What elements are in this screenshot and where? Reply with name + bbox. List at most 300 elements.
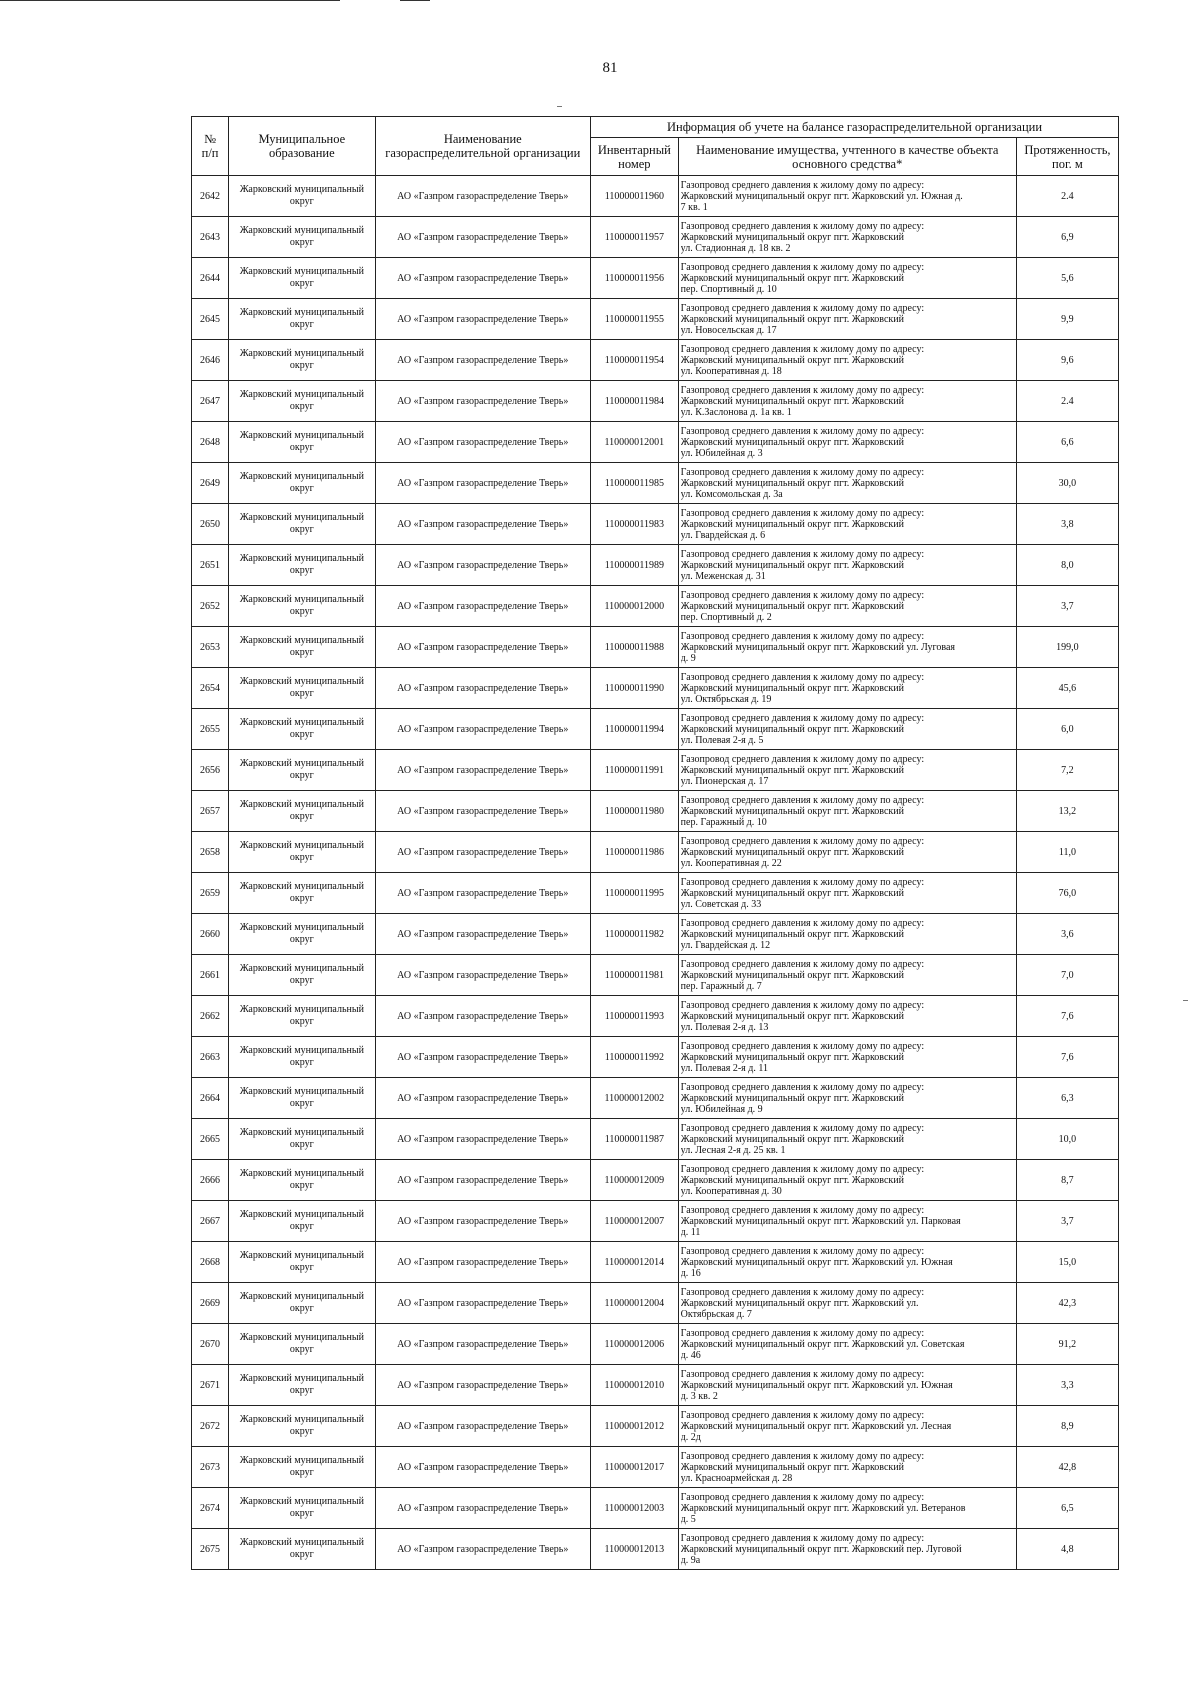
- asset-name-line: Газопровод среднего давления к жилому дому по адресу:: [680, 343, 925, 355]
- length-cell: 7,2: [1016, 750, 1118, 791]
- asset-name-line: ул. Октябрьская д. 19: [680, 693, 772, 705]
- organization-cell: АО «Газпром газораспределение Тверь»: [375, 832, 591, 873]
- asset-name-cell: [678, 709, 1016, 750]
- organization-cell: АО «Газпром газораспределение Тверь»: [375, 1406, 591, 1447]
- length-cell: 76,0: [1016, 873, 1118, 914]
- inventory-number-cell: 110000011994: [591, 709, 679, 750]
- inventory-number-cell: 110000011991: [591, 750, 679, 791]
- length-cell: 45,6: [1016, 668, 1118, 709]
- asset-name-line: д. 9а: [680, 1554, 701, 1566]
- organization-cell: АО «Газпром газораспределение Тверь»: [375, 873, 591, 914]
- row-number-cell: 2651: [192, 545, 229, 586]
- asset-name-line: Газопровод среднего давления к жилому дому по адресу:: [680, 1327, 925, 1339]
- inventory-number-cell: 110000011982: [591, 914, 679, 955]
- table-row: [192, 955, 1119, 996]
- inventory-number-cell: 110000012004: [591, 1283, 679, 1324]
- length-cell: 30,0: [1016, 463, 1118, 504]
- inventory-number-cell: 110000011980: [591, 791, 679, 832]
- row-number-cell: 2674: [192, 1488, 229, 1529]
- asset-name-line: Жарковский муниципальный округ пгт. Жарковский: [680, 518, 904, 530]
- asset-name-line: д. 2д: [680, 1431, 701, 1443]
- asset-name-line: пер. Спортивный д. 2: [680, 611, 772, 623]
- municipality-cell: Жарковский муниципальный округ: [229, 750, 375, 791]
- length-cell: 3,8: [1016, 504, 1118, 545]
- municipality-cell: Жарковский муниципальный округ: [229, 1406, 375, 1447]
- asset-name-line: Жарковский муниципальный округ пгт. Жарковский: [680, 395, 904, 407]
- length-cell: 6,3: [1016, 1078, 1118, 1119]
- asset-name-line: д. 3 кв. 2: [680, 1390, 718, 1402]
- municipality-cell: Жарковский муниципальный округ: [229, 832, 375, 873]
- row-number-cell: 2673: [192, 1447, 229, 1488]
- asset-name-line: 7 кв. 1: [680, 201, 708, 213]
- length-cell: 6,6: [1016, 422, 1118, 463]
- organization-cell: АО «Газпром газораспределение Тверь»: [375, 791, 591, 832]
- asset-name-line: ул. Кооперативная д. 22: [680, 857, 782, 869]
- organization-cell: АО «Газпром газораспределение Тверь»: [375, 463, 591, 504]
- asset-name-cell: [678, 873, 1016, 914]
- asset-name-line: Газопровод среднего давления к жилому дому по адресу:: [680, 261, 925, 273]
- inventory-number-cell: 110000012007: [591, 1201, 679, 1242]
- inventory-number-cell: 110000011984: [591, 381, 679, 422]
- asset-name-line: Газопровод среднего давления к жилому дому по адресу:: [680, 1163, 925, 1175]
- inventory-number-cell: 110000011983: [591, 504, 679, 545]
- municipality-cell: Жарковский муниципальный округ: [229, 668, 375, 709]
- asset-name-cell: [678, 1037, 1016, 1078]
- length-cell: 11,0: [1016, 832, 1118, 873]
- asset-name-cell: [678, 668, 1016, 709]
- table-row: [192, 1078, 1119, 1119]
- header-inventory: Инвентарный номер: [591, 138, 679, 176]
- table-row: [192, 668, 1119, 709]
- inventory-number-cell: 110000012012: [591, 1406, 679, 1447]
- row-number-cell: 2642: [192, 176, 229, 217]
- asset-name-line: Газопровод среднего давления к жилому дому по адресу:: [680, 1122, 925, 1134]
- length-cell: 6,0: [1016, 709, 1118, 750]
- asset-name-line: Жарковский муниципальный округ пгт. Жарковский ул. Луговая: [680, 641, 956, 653]
- table-row: [192, 709, 1119, 750]
- table-row: [192, 381, 1119, 422]
- asset-name-line: Газопровод среднего давления к жилому дому по адресу:: [680, 589, 925, 601]
- asset-name-cell: [678, 1283, 1016, 1324]
- asset-name-cell: [678, 791, 1016, 832]
- organization-cell: АО «Газпром газораспределение Тверь»: [375, 217, 591, 258]
- municipality-cell: Жарковский муниципальный округ: [229, 422, 375, 463]
- asset-name-line: Газопровод среднего давления к жилому дому по адресу:: [680, 958, 925, 970]
- municipality-cell: Жарковский муниципальный округ: [229, 873, 375, 914]
- municipality-cell: Жарковский муниципальный округ: [229, 1365, 375, 1406]
- municipality-cell: Жарковский муниципальный округ: [229, 996, 375, 1037]
- asset-name-line: ул. Юбилейная д. 3: [680, 447, 763, 459]
- scan-mark: [1183, 1000, 1188, 1001]
- table-row: [192, 1406, 1119, 1447]
- header-asset-name: Наименование имущества, учтенного в качестве объекта основного средства*: [678, 138, 1016, 176]
- table-row: [192, 463, 1119, 504]
- length-cell: 3,6: [1016, 914, 1118, 955]
- row-number-cell: 2656: [192, 750, 229, 791]
- header-municipality: Муниципальное образование: [229, 117, 375, 176]
- asset-name-line: Газопровод среднего давления к жилому дому по адресу:: [680, 1040, 925, 1052]
- asset-name-cell: [678, 1488, 1016, 1529]
- asset-name-line: Газопровод среднего давления к жилому дому по адресу:: [680, 671, 925, 683]
- length-cell: 5,6: [1016, 258, 1118, 299]
- table-row: [192, 217, 1119, 258]
- asset-name-line: ул. Юбилейная д. 9: [680, 1103, 763, 1115]
- inventory-number-cell: 110000012006: [591, 1324, 679, 1365]
- organization-cell: АО «Газпром газораспределение Тверь»: [375, 340, 591, 381]
- organization-cell: АО «Газпром газораспределение Тверь»: [375, 1283, 591, 1324]
- municipality-cell: Жарковский муниципальный округ: [229, 709, 375, 750]
- municipality-cell: Жарковский муниципальный округ: [229, 258, 375, 299]
- inventory-number-cell: 110000012001: [591, 422, 679, 463]
- asset-name-cell: [678, 217, 1016, 258]
- asset-name-line: Газопровод среднего давления к жилому дому по адресу:: [680, 1286, 925, 1298]
- inventory-number-cell: 110000012002: [591, 1078, 679, 1119]
- asset-name-line: Жарковский муниципальный округ пгт. Жарковский ул. Советская: [680, 1338, 965, 1350]
- asset-name-line: Жарковский муниципальный округ пгт. Жарковский ул. Южная: [680, 1256, 953, 1268]
- table-row: [192, 340, 1119, 381]
- municipality-cell: Жарковский муниципальный округ: [229, 1488, 375, 1529]
- length-cell: 42,3: [1016, 1283, 1118, 1324]
- asset-name-cell: [678, 1160, 1016, 1201]
- asset-name-line: Жарковский муниципальный округ пгт. Жарковский ул.: [680, 1297, 919, 1309]
- asset-name-line: Газопровод среднего давления к жилому дому по адресу:: [680, 630, 925, 642]
- asset-name-line: Жарковский муниципальный округ пгт. Жарковский: [680, 354, 904, 366]
- row-number-cell: 2662: [192, 996, 229, 1037]
- asset-name-line: Газопровод среднего давления к жилому дому по адресу:: [680, 1491, 925, 1503]
- table-row: [192, 1529, 1119, 1570]
- inventory-number-cell: 110000011956: [591, 258, 679, 299]
- asset-name-line: Газопровод среднего давления к жилому дому по адресу:: [680, 1204, 925, 1216]
- asset-name-line: Газопровод среднего давления к жилому дому по адресу:: [680, 1450, 925, 1462]
- asset-name-cell: [678, 1078, 1016, 1119]
- length-cell: 9,9: [1016, 299, 1118, 340]
- table-row: [192, 627, 1119, 668]
- inventory-number-cell: 110000012009: [591, 1160, 679, 1201]
- asset-name-line: Жарковский муниципальный округ пгт. Жарковский: [680, 1010, 904, 1022]
- row-number-cell: 2647: [192, 381, 229, 422]
- municipality-cell: Жарковский муниципальный округ: [229, 1324, 375, 1365]
- organization-cell: АО «Газпром газораспределение Тверь»: [375, 709, 591, 750]
- asset-name-line: ул. Пионерская д. 17: [680, 775, 769, 787]
- asset-name-cell: [678, 1529, 1016, 1570]
- asset-name-line: Жарковский муниципальный округ пгт. Жарковский: [680, 231, 904, 243]
- asset-name-line: пер. Гаражный д. 7: [680, 980, 762, 992]
- inventory-number-cell: 110000011960: [591, 176, 679, 217]
- asset-name-line: ул. Лесная 2-я д. 25 кв. 1: [680, 1144, 786, 1156]
- asset-name-cell: [678, 1242, 1016, 1283]
- asset-name-line: Октябрьская д. 7: [680, 1308, 752, 1320]
- asset-name-line: Жарковский муниципальный округ пгт. Жарковский: [680, 272, 904, 284]
- table-row: [192, 1365, 1119, 1406]
- scan-edge-line: [0, 0, 340, 1]
- table-body: [192, 176, 1119, 1570]
- row-number-cell: 2645: [192, 299, 229, 340]
- row-number-cell: 2644: [192, 258, 229, 299]
- asset-name-line: Газопровод среднего давления к жилому дому по адресу:: [680, 179, 925, 191]
- asset-name-line: Жарковский муниципальный округ пгт. Жарковский ул. Ветеранов: [680, 1502, 966, 1514]
- table-row: [192, 832, 1119, 873]
- asset-name-line: д. 11: [680, 1226, 701, 1238]
- organization-cell: АО «Газпром газораспределение Тверь»: [375, 1037, 591, 1078]
- length-cell: 8,7: [1016, 1160, 1118, 1201]
- municipality-cell: Жарковский муниципальный округ: [229, 791, 375, 832]
- asset-name-line: Жарковский муниципальный округ пгт. Жарковский: [680, 928, 904, 940]
- asset-name-cell: [678, 299, 1016, 340]
- asset-name-cell: [678, 1406, 1016, 1447]
- asset-name-line: Жарковский муниципальный округ пгт. Жарковский пер. Луговой: [680, 1543, 962, 1555]
- municipality-cell: Жарковский муниципальный округ: [229, 299, 375, 340]
- municipality-cell: Жарковский муниципальный округ: [229, 1242, 375, 1283]
- row-number-cell: 2664: [192, 1078, 229, 1119]
- table-row: [192, 1119, 1119, 1160]
- organization-cell: АО «Газпром газораспределение Тверь»: [375, 750, 591, 791]
- length-cell: 15,0: [1016, 1242, 1118, 1283]
- row-number-cell: 2650: [192, 504, 229, 545]
- asset-name-cell: [678, 832, 1016, 873]
- inventory-number-cell: 110000012014: [591, 1242, 679, 1283]
- organization-cell: АО «Газпром газораспределение Тверь»: [375, 668, 591, 709]
- inventory-number-cell: 110000012000: [591, 586, 679, 627]
- asset-name-line: Жарковский муниципальный округ пгт. Жарковский: [680, 1051, 904, 1063]
- organization-cell: АО «Газпром газораспределение Тверь»: [375, 955, 591, 996]
- asset-name-line: ул. Советская д. 33: [680, 898, 762, 910]
- row-number-cell: 2668: [192, 1242, 229, 1283]
- asset-name-line: ул. Полевая 2-я д. 13: [680, 1021, 769, 1033]
- asset-name-line: Жарковский муниципальный округ пгт. Жарковский: [680, 559, 904, 571]
- length-cell: 7,6: [1016, 996, 1118, 1037]
- asset-name-line: ул. Полевая 2-я д. 5: [680, 734, 764, 746]
- asset-name-line: Газопровод среднего давления к жилому дому по адресу:: [680, 835, 925, 847]
- asset-name-cell: [678, 545, 1016, 586]
- length-cell: 13,2: [1016, 791, 1118, 832]
- row-number-cell: 2669: [192, 1283, 229, 1324]
- municipality-cell: Жарковский муниципальный округ: [229, 1529, 375, 1570]
- organization-cell: АО «Газпром газораспределение Тверь»: [375, 586, 591, 627]
- row-number-cell: 2660: [192, 914, 229, 955]
- asset-name-line: ул. К.Заслонова д. 1а кв. 1: [680, 406, 792, 418]
- inventory-number-cell: 110000011988: [591, 627, 679, 668]
- row-number-cell: 2659: [192, 873, 229, 914]
- organization-cell: АО «Газпром газораспределение Тверь»: [375, 914, 591, 955]
- row-number-cell: 2671: [192, 1365, 229, 1406]
- asset-name-cell: [678, 914, 1016, 955]
- table-row: [192, 1201, 1119, 1242]
- organization-cell: АО «Газпром газораспределение Тверь»: [375, 422, 591, 463]
- row-number-cell: 2646: [192, 340, 229, 381]
- row-number-cell: 2670: [192, 1324, 229, 1365]
- inventory-number-cell: 110000011954: [591, 340, 679, 381]
- municipality-cell: Жарковский муниципальный округ: [229, 504, 375, 545]
- asset-name-line: ул. Комсомольская д. 3а: [680, 488, 783, 500]
- asset-name-line: Газопровод среднего давления к жилому дому по адресу:: [680, 1409, 925, 1421]
- asset-name-line: Жарковский муниципальный округ пгт. Жарковский ул. Южная д.: [680, 190, 963, 202]
- asset-name-cell: [678, 627, 1016, 668]
- asset-name-line: Жарковский муниципальный округ пгт. Жарковский: [680, 1461, 904, 1473]
- inventory-number-cell: 110000011957: [591, 217, 679, 258]
- asset-name-line: ул. Гвардейская д. 6: [680, 529, 766, 541]
- asset-name-line: пер. Гаражный д. 10: [680, 816, 767, 828]
- inventory-number-cell: 110000011981: [591, 955, 679, 996]
- header-length: Протяженность, пог. м: [1016, 138, 1118, 176]
- organization-cell: АО «Газпром газораспределение Тверь»: [375, 1365, 591, 1406]
- municipality-cell: Жарковский муниципальный округ: [229, 217, 375, 258]
- row-number-cell: 2654: [192, 668, 229, 709]
- organization-cell: АО «Газпром газораспределение Тверь»: [375, 1447, 591, 1488]
- municipality-cell: Жарковский муниципальный округ: [229, 176, 375, 217]
- table-row: [192, 1447, 1119, 1488]
- asset-name-cell: [678, 381, 1016, 422]
- length-cell: 7,6: [1016, 1037, 1118, 1078]
- asset-name-cell: [678, 258, 1016, 299]
- table-row: [192, 1283, 1119, 1324]
- organization-cell: АО «Газпром газораспределение Тверь»: [375, 176, 591, 217]
- asset-name-line: Газопровод среднего давления к жилому дому по адресу:: [680, 712, 925, 724]
- asset-name-line: пер. Спортивный д. 10: [680, 283, 777, 295]
- asset-name-line: Жарковский муниципальный округ пгт. Жарковский: [680, 887, 904, 899]
- asset-name-cell: [678, 463, 1016, 504]
- row-number-cell: 2648: [192, 422, 229, 463]
- table-row: [192, 914, 1119, 955]
- table-row: [192, 586, 1119, 627]
- organization-cell: АО «Газпром газораспределение Тверь»: [375, 545, 591, 586]
- municipality-cell: Жарковский муниципальный округ: [229, 1283, 375, 1324]
- table-row: [192, 504, 1119, 545]
- length-cell: 6,5: [1016, 1488, 1118, 1529]
- municipality-cell: Жарковский муниципальный округ: [229, 1447, 375, 1488]
- asset-name-cell: [678, 176, 1016, 217]
- length-cell: 9,6: [1016, 340, 1118, 381]
- table-row: [192, 873, 1119, 914]
- asset-name-line: д. 16: [680, 1267, 701, 1279]
- organization-cell: АО «Газпром газораспределение Тверь»: [375, 1488, 591, 1529]
- asset-name-line: ул. Новосельская д. 17: [680, 324, 777, 336]
- inventory-number-cell: 110000011986: [591, 832, 679, 873]
- asset-name-line: Газопровод среднего давления к жилому дому по адресу:: [680, 1532, 925, 1544]
- table-row: [192, 791, 1119, 832]
- asset-name-cell: [678, 340, 1016, 381]
- length-cell: 2.4: [1016, 176, 1118, 217]
- row-number-cell: 2665: [192, 1119, 229, 1160]
- asset-name-line: Жарковский муниципальный округ пгт. Жарковский: [680, 846, 904, 858]
- inventory-number-cell: 110000011955: [591, 299, 679, 340]
- header-organization: Наименование газораспределительной организации: [375, 117, 591, 176]
- organization-cell: АО «Газпром газораспределение Тверь»: [375, 627, 591, 668]
- length-cell: 7,0: [1016, 955, 1118, 996]
- asset-name-line: Газопровод среднего давления к жилому дому по адресу:: [680, 1081, 925, 1093]
- row-number-cell: 2643: [192, 217, 229, 258]
- organization-cell: АО «Газпром газораспределение Тверь»: [375, 1119, 591, 1160]
- municipality-cell: Жарковский муниципальный округ: [229, 586, 375, 627]
- table-row: [192, 1324, 1119, 1365]
- asset-name-line: Жарковский муниципальный округ пгт. Жарковский: [680, 313, 904, 325]
- asset-name-line: д. 9: [680, 652, 696, 664]
- asset-name-line: Газопровод среднего давления к жилому дому по адресу:: [680, 220, 925, 232]
- asset-name-line: д. 5: [680, 1513, 696, 1525]
- table-row: [192, 996, 1119, 1037]
- length-cell: 91,2: [1016, 1324, 1118, 1365]
- table-row: [192, 1488, 1119, 1529]
- asset-name-line: Жарковский муниципальный округ пгт. Жарковский: [680, 805, 904, 817]
- asset-name-line: ул. Кооперативная д. 18: [680, 365, 782, 377]
- row-number-cell: 2658: [192, 832, 229, 873]
- length-cell: 8,0: [1016, 545, 1118, 586]
- header-row: [192, 117, 1119, 138]
- inventory-number-cell: 110000012003: [591, 1488, 679, 1529]
- asset-name-line: Жарковский муниципальный округ пгт. Жарковский ул. Парковая: [680, 1215, 961, 1227]
- inventory-number-cell: 110000011995: [591, 873, 679, 914]
- length-cell: 3,3: [1016, 1365, 1118, 1406]
- row-number-cell: 2661: [192, 955, 229, 996]
- asset-name-line: Жарковский муниципальный округ пгт. Жарковский: [680, 764, 904, 776]
- asset-name-cell: [678, 1365, 1016, 1406]
- asset-name-line: Газопровод среднего давления к жилому дому по адресу:: [680, 466, 925, 478]
- asset-name-cell: [678, 504, 1016, 545]
- length-cell: 199,0: [1016, 627, 1118, 668]
- asset-name-line: Жарковский муниципальный округ пгт. Жарковский: [680, 436, 904, 448]
- inventory-number-cell: 110000011990: [591, 668, 679, 709]
- row-number-cell: 2675: [192, 1529, 229, 1570]
- asset-name-line: Жарковский муниципальный округ пгт. Жарковский: [680, 682, 904, 694]
- municipality-cell: Жарковский муниципальный округ: [229, 627, 375, 668]
- organization-cell: АО «Газпром газораспределение Тверь»: [375, 504, 591, 545]
- length-cell: 3,7: [1016, 1201, 1118, 1242]
- asset-name-line: Газопровод среднего давления к жилому дому по адресу:: [680, 753, 925, 765]
- table-row: [192, 176, 1119, 217]
- asset-name-line: Газопровод среднего давления к жилому дому по адресу:: [680, 548, 925, 560]
- row-number-cell: 2657: [192, 791, 229, 832]
- scan-mark: [557, 106, 562, 107]
- table-row: [192, 1160, 1119, 1201]
- asset-name-cell: [678, 422, 1016, 463]
- asset-name-line: ул. Полевая 2-я д. 11: [680, 1062, 768, 1074]
- asset-name-line: Газопровод среднего давления к жилому дому по адресу:: [680, 302, 925, 314]
- asset-name-cell: [678, 1119, 1016, 1160]
- organization-cell: АО «Газпром газораспределение Тверь»: [375, 1201, 591, 1242]
- asset-name-line: ул. Стадионная д. 18 кв. 2: [680, 242, 791, 254]
- asset-name-line: Газопровод среднего давления к жилому дому по адресу:: [680, 384, 925, 396]
- row-number-cell: 2652: [192, 586, 229, 627]
- page-number: 81: [602, 60, 618, 76]
- organization-cell: АО «Газпром газораспределение Тверь»: [375, 381, 591, 422]
- asset-name-cell: [678, 1447, 1016, 1488]
- length-cell: 10,0: [1016, 1119, 1118, 1160]
- asset-name-line: Газопровод среднего давления к жилому дому по адресу:: [680, 425, 925, 437]
- inventory-number-cell: 110000012017: [591, 1447, 679, 1488]
- header-balance-group: Информация об учете на балансе газораспределительной организации: [591, 117, 1119, 138]
- asset-name-line: Газопровод среднего давления к жилому дому по адресу:: [680, 1368, 925, 1380]
- municipality-cell: Жарковский муниципальный округ: [229, 1078, 375, 1119]
- asset-name-cell: [678, 750, 1016, 791]
- row-number-cell: 2649: [192, 463, 229, 504]
- asset-name-line: Жарковский муниципальный округ пгт. Жарковский: [680, 600, 904, 612]
- municipality-cell: Жарковский муниципальный округ: [229, 1201, 375, 1242]
- row-number-cell: 2666: [192, 1160, 229, 1201]
- table-row: [192, 750, 1119, 791]
- municipality-cell: Жарковский муниципальный округ: [229, 955, 375, 996]
- length-cell: 6,9: [1016, 217, 1118, 258]
- inventory-number-cell: 110000011993: [591, 996, 679, 1037]
- table-row: [192, 299, 1119, 340]
- asset-name-line: ул. Кооперативная д. 30: [680, 1185, 782, 1197]
- municipality-cell: Жарковский муниципальный округ: [229, 340, 375, 381]
- asset-name-line: Газопровод среднего давления к жилому дому по адресу:: [680, 917, 925, 929]
- length-cell: 8,9: [1016, 1406, 1118, 1447]
- asset-name-line: Газопровод среднего давления к жилому дому по адресу:: [680, 794, 925, 806]
- municipality-cell: Жарковский муниципальный округ: [229, 1037, 375, 1078]
- asset-name-line: Жарковский муниципальный округ пгт. Жарковский: [680, 1133, 904, 1145]
- row-number-cell: 2663: [192, 1037, 229, 1078]
- asset-name-line: Газопровод среднего давления к жилому дому по адресу:: [680, 1245, 925, 1257]
